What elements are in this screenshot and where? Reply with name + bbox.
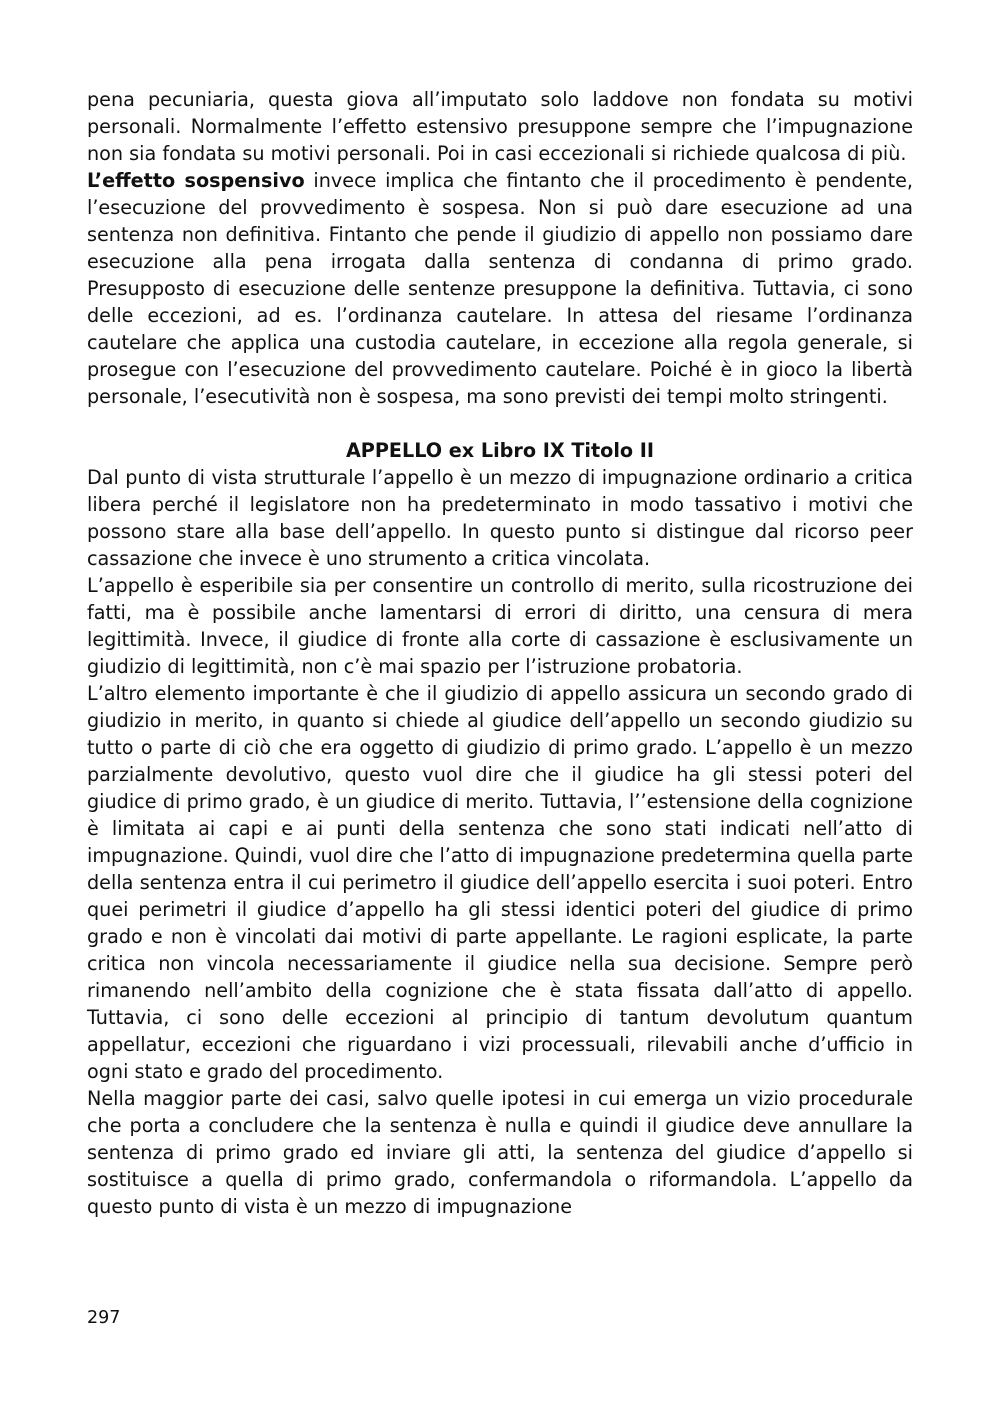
paragraph-struttura-appello: Dal punto di vista strutturale l’appello è un mezzo di impugnazione ordinario a critica libera perché il legislatore non ha predeterminato in modo tassativo i motivi che possono stare alla base dell’appello. In questo punto si distingue dal ricorso peer cassazione che invece è uno strumento a critica vincolata.: [87, 466, 913, 570]
paragraph-lead-term: L’effetto sospensivo: [87, 169, 305, 192]
paragraph-effetto-estensivo: pena pecuniaria, questa giova all’imputato solo laddove non fondata su motivi personali. Normalmente l’effetto estensivo presuppone sempre che l’impugnazione non sia fondata su motivi personali. Poi in casi eccezionali si richiede qualcosa di più.: [87, 88, 913, 165]
paragraph-controllo-merito: L’appello è esperibile sia per consentire un controllo di merito, sulla ricostruzione dei fatti, ma è possibile anche lamentarsi di errori di diritto, una censura di mera legittimità. Invece, il giudice di fronte alla corte di cassazione è esclusivamente un giudizio di legittimità, non c’è mai spazio per l’istruzione probatoria.: [87, 574, 913, 678]
spacer: [87, 410, 913, 437]
paragraph-body: invece implica che fintanto che il procedimento è pendente, l’esecuzione del provvedimento è sospesa. Non si può dare esecuzione ad una sentenza non definitiva. Fintanto che pende il giudizio di appello non possiamo dare esecuzione alla pena irrogata dalla sentenza di condanna di primo grado. Presupposto di esecuzione delle sentenze presuppone la definitiva. Tuttavia, ci sono delle eccezioni, ad es. l’ordinanza cautelare. In attesa del riesame l’ordinanza cautelare che applica una custodia cautelare, in eccezione alla regola generale, si prosegue con l’esecuzione del provvedimento cautelare. Poiché è in gioco la libertà personale, l’esecutività non è sospesa, ma sono previsti dei tempi molto stringenti.: [87, 169, 913, 408]
page-number: 297: [87, 1308, 121, 1328]
document-page: [87, 86, 913, 1220]
section-heading: APPELLO ex Libro IX Titolo II: [345, 439, 655, 462]
paragraph-devolutivo: L’altro elemento importante è che il giudizio di appello assicura un secondo grado di giudizio in merito, in quanto si chiede al giudice dell’appello un secondo giudizio su tutto o parte di ciò che era oggetto di giudizio di primo grado. L’appello è un mezzo parzialmente devolutivo, questo vuol dire che il giudice ha gli stessi poteri del giudice di primo grado, è un giudice di merito. Tuttavia, l’’estensione della cognizione è limitata ai capi e ai punti della sentenza che sono stati indicati nell’atto di impugnazione. Quindi, vuol dire che l’atto di impugnazione predetermina quella parte della sentenza entra il cui perimetro il giudice dell’appello esercita i suoi poteri. Entro quei perimetri il giudice d’appello ha gli stessi identici poteri del giudice di primo grado e non è vincolati dai motivi di parte appellante. Le ragioni esplicate, la parte critica non vincola necessariamente il giudice nella sua decisione. Sempre però rimanendo nell’ambito della cognizione che è stata fissata dall’atto di appello. Tuttavia, ci sono delle eccezioni al principio di tantum devolutum quantum appellatur, eccezioni che riguardano i vizi processuali, rilevabili anche d’ufficio in ogni stato e grado del procedimento.: [87, 682, 913, 1083]
paragraph-sostitutivo: Nella maggior parte dei casi, salvo quelle ipotesi in cui emerga un vizio procedurale che porta a concludere che la sentenza è nulla e quindi il giudice deve annullare la sentenza di primo grado ed inviare gli atti, la sentenza del giudice d’appello si sostituisce a quella di primo grado, confermandola o riformandola. L’appello da questo punto di vista è un mezzo di impugnazione: [87, 1087, 913, 1218]
paragraph-effetto-sospensivo: [87, 167, 913, 410]
